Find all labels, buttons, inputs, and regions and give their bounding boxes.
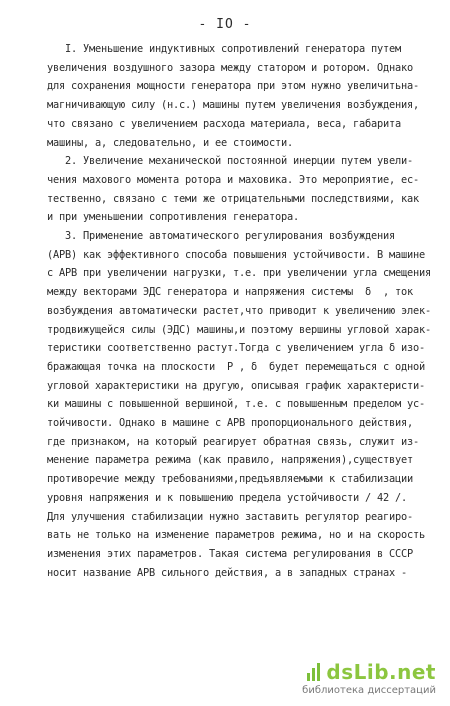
text-line: увеличения воздушного зазора между статором и ротором. Однако <box>47 61 413 74</box>
text-line: возбуждения автоматически растет,что приводит к увеличению элек- <box>47 304 431 317</box>
text-line: I. Уменьшение индуктивных сопротивлений генератора путем <box>47 43 401 55</box>
text-line: противоречие между требованиями,предъявляемыми к стабилизации <box>47 473 413 486</box>
text-line: уровня напряжения и к повышению предела устойчивости / 42 /. <box>47 491 407 504</box>
text-line: между векторами ЭДС генератора и напряжения системы δ , ток <box>47 286 413 299</box>
text-line: вать не только на изменение параметров режима, но и на скорость <box>47 529 425 542</box>
text-line: где признаком, на который реагирует обратная связь, служит из- <box>47 435 419 448</box>
body-text <box>47 40 431 582</box>
text-line: с АРВ при увеличении нагрузки, т.е. при увеличении угла смещения <box>47 267 431 280</box>
watermark-logo <box>302 660 436 684</box>
text-line: машины, а, следовательно, и ее стоимости. <box>47 136 293 149</box>
watermark-name: dsLib.net <box>326 660 436 684</box>
text-line: чения махового момента ротора и маховика. Это мероприятие, ес- <box>47 173 419 186</box>
text-line: 2. Увеличение механической постоянной инерции путем увели- <box>47 155 413 168</box>
bars-logo-icon <box>307 663 320 681</box>
text-line: магничивающую силу (н.с.) машины путем увеличения возбуждения, <box>47 99 419 112</box>
text-line: изменения этих параметров. Такая система регулирования в СССР <box>47 547 413 560</box>
text-line: ки машины с повышенной вершиной, т.е. с повышенным пределом ус- <box>47 398 425 411</box>
text-line: Для улучшения стабилизации нужно заставить регулятор реагиро- <box>47 510 413 523</box>
text-line: угловой характеристики на другую, описывая график характеристи- <box>47 379 425 392</box>
text-line: и при уменьшении сопротивления генератора. <box>47 211 299 224</box>
text-line: 3. Применение автоматического регулирования возбуждения <box>47 230 395 243</box>
watermark <box>302 660 436 696</box>
text-line: тойчивости. Однако в машине с АРВ пропорционального действия, <box>47 417 413 430</box>
page-number: - IO - <box>198 17 252 32</box>
text-line: менение параметра режима (как правило, напряжения),существует <box>47 454 413 467</box>
text-line: тественно, связано с теми же отрицательными последствиями, как <box>47 192 419 205</box>
watermark-subtitle: библиотека диссертаций <box>302 685 436 696</box>
text-line: теристики соответственно растут.Тогда с увеличением угла δ изо- <box>47 342 425 355</box>
text-line: тродвижущейся силы (ЭДС) машины,и поэтому вершины угловой харак- <box>47 323 431 336</box>
text-line: для сохранения мощности генератора при этом нужно увеличитьна- <box>47 80 419 93</box>
text-line: бражающая точка на плоскости P , δ будет перемещаться с одной <box>47 360 425 373</box>
text-line: носит название АРВ сильного действия, а в западных странах - <box>47 566 407 579</box>
text-line: (АРВ) как эффективного способа повышения устойчивости. В машине <box>47 248 425 261</box>
text-line: что связано с увеличением расхода материала, веса, габарита <box>47 117 401 130</box>
